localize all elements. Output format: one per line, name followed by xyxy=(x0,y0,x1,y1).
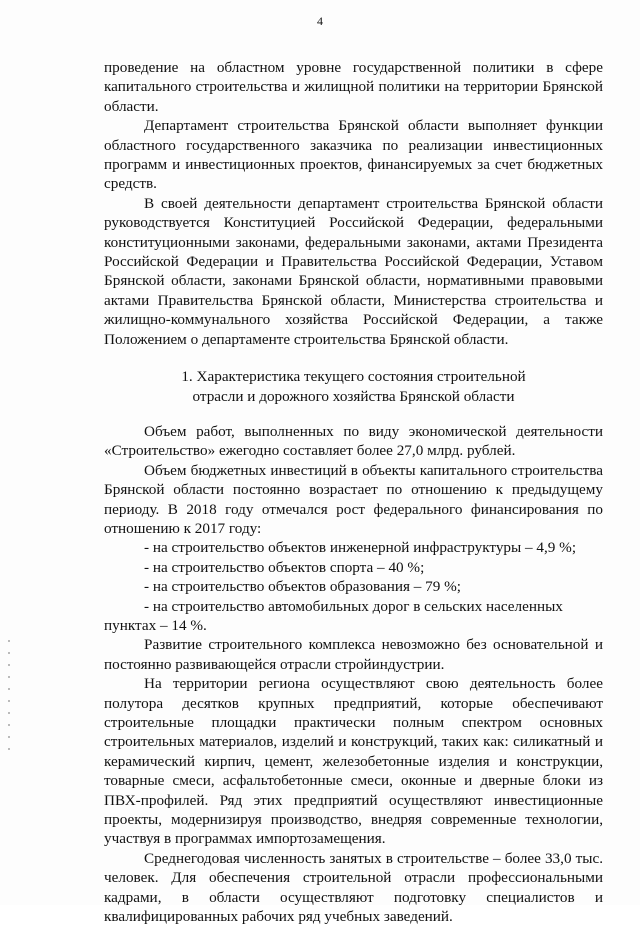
section-heading-line1: 1. Характеристика текущего состояния строительной xyxy=(181,368,526,386)
paragraph-construction-development: Развитие строительного комплекса невозможно без основательной и постоянно развивающейся отрасли стройиндустрии. xyxy=(104,636,603,673)
paragraph-legal-basis: В своей деятельности департамент строительства Брянской области руководствуется Конституцией Российской Федерации, федеральными конституционными законами, федеральными законами, актами Президента Российской Федерации и Правительства Российской Федерации, Уставом Брянской области, законами Брянской области, нормативными правовыми актами Правительства Брянской области, Министерства строительства и жилищно-коммунального хозяйства Российской Федерации, а также Положением о департаменте строительства Брянской области. xyxy=(104,194,603,348)
list-item-roads: - на строительство автомобильных дорог в сельских населенных пунктах – 14 %. xyxy=(104,597,563,634)
list-item-infrastructure: - на строительство объектов инженерной инфраструктуры – 4,9 %; xyxy=(144,539,577,557)
paragraph-employment: Среднегодовая численность занятых в строительстве – более 33,0 тыс. человек. Для обеспечения строительной отрасли профессиональными кадрами, в области осуществляют подготовку специалистов и квалифицированных рабочих ряд учебных заведений. xyxy=(104,849,603,926)
paragraph-department-functions: Департамент строительства Брянской области выполняет функции областного государственного заказчика по реализации инвестиционных программ и инвестиционных проектов, финансируемых за счет бюджетных средств. xyxy=(104,117,603,193)
scan-margin-marks xyxy=(8,640,12,780)
paragraph-budget-investments: Объем бюджетных инвестиций в объекты капитального строительства Брянской области постоянно возрастает по отношению к предыдущему периоду. В 2018 году отмечался рост федерального финансирования по отношению к 2017 году: xyxy=(104,461,603,537)
document-body xyxy=(104,58,603,926)
section-heading xyxy=(104,367,603,406)
paragraph-work-volume: Объем работ, выполненных по виду экономической деятельности «Строительство» ежегодно составляет более 27,0 млрд. рублей. xyxy=(104,422,603,460)
paragraph-continuation: проведение на областном уровне государственной политики в сфере капитального строительства и жилищной политики на территории Брянской области. xyxy=(104,59,603,115)
page-number: 4 xyxy=(317,14,323,28)
section-heading-line2: отрасли и дорожного хозяйства Брянской области xyxy=(192,387,515,405)
paragraph-enterprises: На территории региона осуществляют свою деятельность более полутора десятков крупных предприятий, которые обеспечивают строительные площадки практически полным спектром основных строительных материалов, изделий и конструкций, таких как: силикатный и керамический кирпич, цемент, железобетонные изделия и конструкции, товарные смеси, асфальтобетонные смеси, оконные и дверные блоки из ПВХ-профилей. Ряд этих предприятий осуществляют инвестиционные проекты, модернизируя производство, внедряя современные технологии, участвуя в программах импортозамещения. xyxy=(104,675,603,848)
list-item-education: - на строительство объектов образования – 79 %; xyxy=(144,578,461,596)
list-item-sport: - на строительство объектов спорта – 40 %; xyxy=(144,558,425,576)
